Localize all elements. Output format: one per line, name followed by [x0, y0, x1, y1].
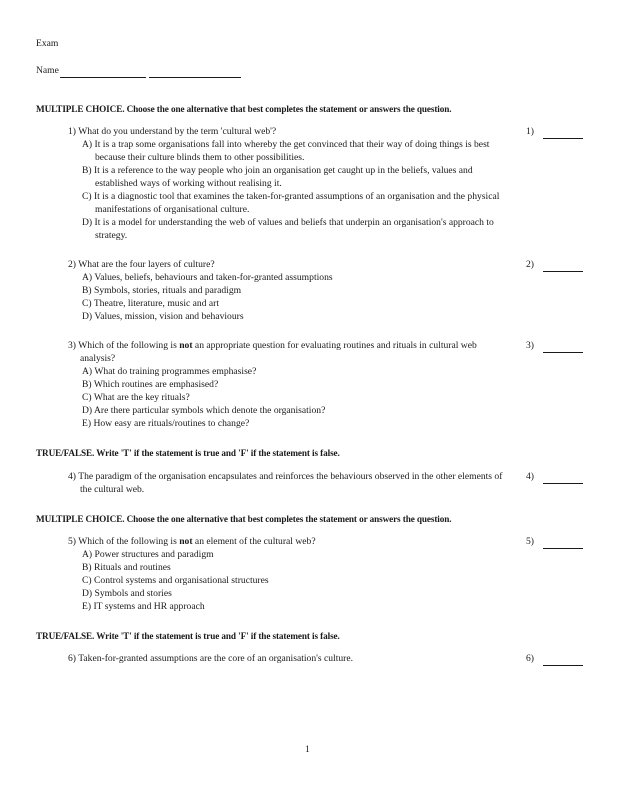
question-3-option-d[interactable]: D) Are there particular symbols which denote the organisation?	[82, 404, 326, 416]
answer-1-line	[543, 130, 583, 139]
question-5-option-e[interactable]: E) IT systems and HR approach	[82, 600, 205, 612]
question-2-option-c[interactable]: C) Theatre, literature, music and art	[82, 297, 220, 309]
exam-label: Exam	[36, 38, 59, 49]
answer-blank-2[interactable]	[526, 259, 583, 272]
question-5-option-c[interactable]: C) Control systems and organisational structures	[82, 574, 269, 586]
question-5-stem-start: 5) Which of the following is	[68, 536, 180, 547]
question-2-stem: 2) What are the four layers of culture?	[68, 259, 215, 270]
section-heading-true-false: TRUE/FALSE. Write 'T' if the statement is true and 'F' if the statement is false.	[36, 448, 340, 458]
question-1-option-c[interactable]: C) It is a diagnostic tool that examines the taken-for-granted assumptions of an organisation and the physical manifestations of organisational culture.	[82, 190, 500, 215]
answer-blank-1[interactable]	[526, 126, 583, 139]
question-1-stem: 1) What do you understand by the term 'cultural web'?	[68, 126, 277, 137]
question-3-option-e[interactable]: E) How easy are rituals/routines to change?	[82, 417, 250, 429]
question-4-stem: 4) The paradigm of the organisation encapsulates and reinforces the behaviours observed in the other elements of the cultural web.	[68, 471, 503, 495]
answer-2-line	[543, 263, 583, 272]
question-1-option-a[interactable]: A) It is a trap some organisations fall into whereby the get convinced that their way of doing things is best because their culture blinds them to other possibilities.	[82, 138, 490, 163]
question-5-option-a[interactable]: A) Power structures and paradigm	[82, 548, 214, 560]
section-heading-multiple-choice-2: MULTIPLE CHOICE. Choose the one alternative that best completes the statement or answers the question.	[36, 514, 452, 524]
question-1	[68, 126, 513, 242]
name-blank-line	[60, 68, 146, 78]
answer-6-line	[543, 657, 583, 666]
question-2-option-b[interactable]: B) Symbols, stories, rituals and paradigm	[82, 284, 242, 296]
answer-2-label: 2)	[526, 259, 534, 270]
question-5-option-d[interactable]: D) Symbols and stories	[82, 587, 172, 599]
question-3-option-a[interactable]: A) What do training programmes emphasise?	[82, 365, 257, 377]
answer-4-label: 4)	[526, 471, 534, 482]
question-5-stem	[68, 536, 513, 549]
section-heading-true-false-2: TRUE/FALSE. Write 'T' if the statement is true and 'F' if the statement is false.	[36, 631, 340, 641]
question-1-option-b[interactable]: B) It is a reference to the way people who join an organisation get caught up in the beliefs, values and established ways of working without realising it.	[82, 164, 473, 189]
answer-blank-6[interactable]	[526, 653, 583, 666]
question-5-stem-end: an element of the cultural web?	[192, 536, 316, 547]
name-field[interactable]	[36, 65, 241, 78]
question-6	[68, 653, 513, 666]
question-5	[68, 536, 513, 614]
question-5-option-b[interactable]: B) Rituals and routines	[82, 561, 171, 573]
answer-5-line	[543, 540, 583, 549]
question-2-option-d[interactable]: D) Values, mission, vision and behaviours	[82, 310, 244, 322]
answer-3-line	[543, 344, 583, 353]
question-3-stem-end: an appropriate question for evaluating routines and rituals in cultural web analysis?	[80, 340, 477, 364]
question-6-stem: 6) Taken-for-granted assumptions are the core of an organisation's culture.	[68, 653, 354, 664]
page-number: 1	[305, 744, 310, 755]
answer-1-label: 1)	[526, 126, 534, 137]
question-3	[68, 340, 513, 431]
question-3-stem-emphasis: not	[179, 340, 193, 351]
section-heading-multiple-choice: MULTIPLE CHOICE. Choose the one alternative that best completes the statement or answers the question.	[36, 104, 452, 114]
question-3-stem	[68, 340, 513, 366]
question-3-stem-start: 3) Which of the following is	[68, 340, 180, 351]
answer-blank-5[interactable]	[526, 536, 583, 549]
answer-3-label: 3)	[526, 340, 534, 351]
question-1-option-d[interactable]: D) It is a model for understanding the web of values and beliefs that underpin an organisation's approach to strategy.	[82, 216, 494, 241]
answer-blank-4[interactable]	[526, 471, 583, 484]
name-label: Name	[36, 65, 59, 76]
question-2-option-a[interactable]: A) Values, beliefs, behaviours and taken-for-granted assumptions	[82, 271, 333, 283]
answer-blank-3[interactable]	[526, 340, 583, 353]
question-2	[68, 259, 513, 324]
question-4	[68, 471, 513, 497]
name-blank-line-2	[149, 68, 241, 78]
answer-5-label: 5)	[526, 536, 534, 547]
question-5-stem-emphasis: not	[179, 536, 193, 547]
answer-4-line	[543, 475, 583, 484]
question-3-option-b[interactable]: B) Which routines are emphasised?	[82, 378, 219, 390]
answer-6-label: 6)	[526, 653, 534, 664]
question-3-option-c[interactable]: C) What are the key rituals?	[82, 391, 190, 403]
